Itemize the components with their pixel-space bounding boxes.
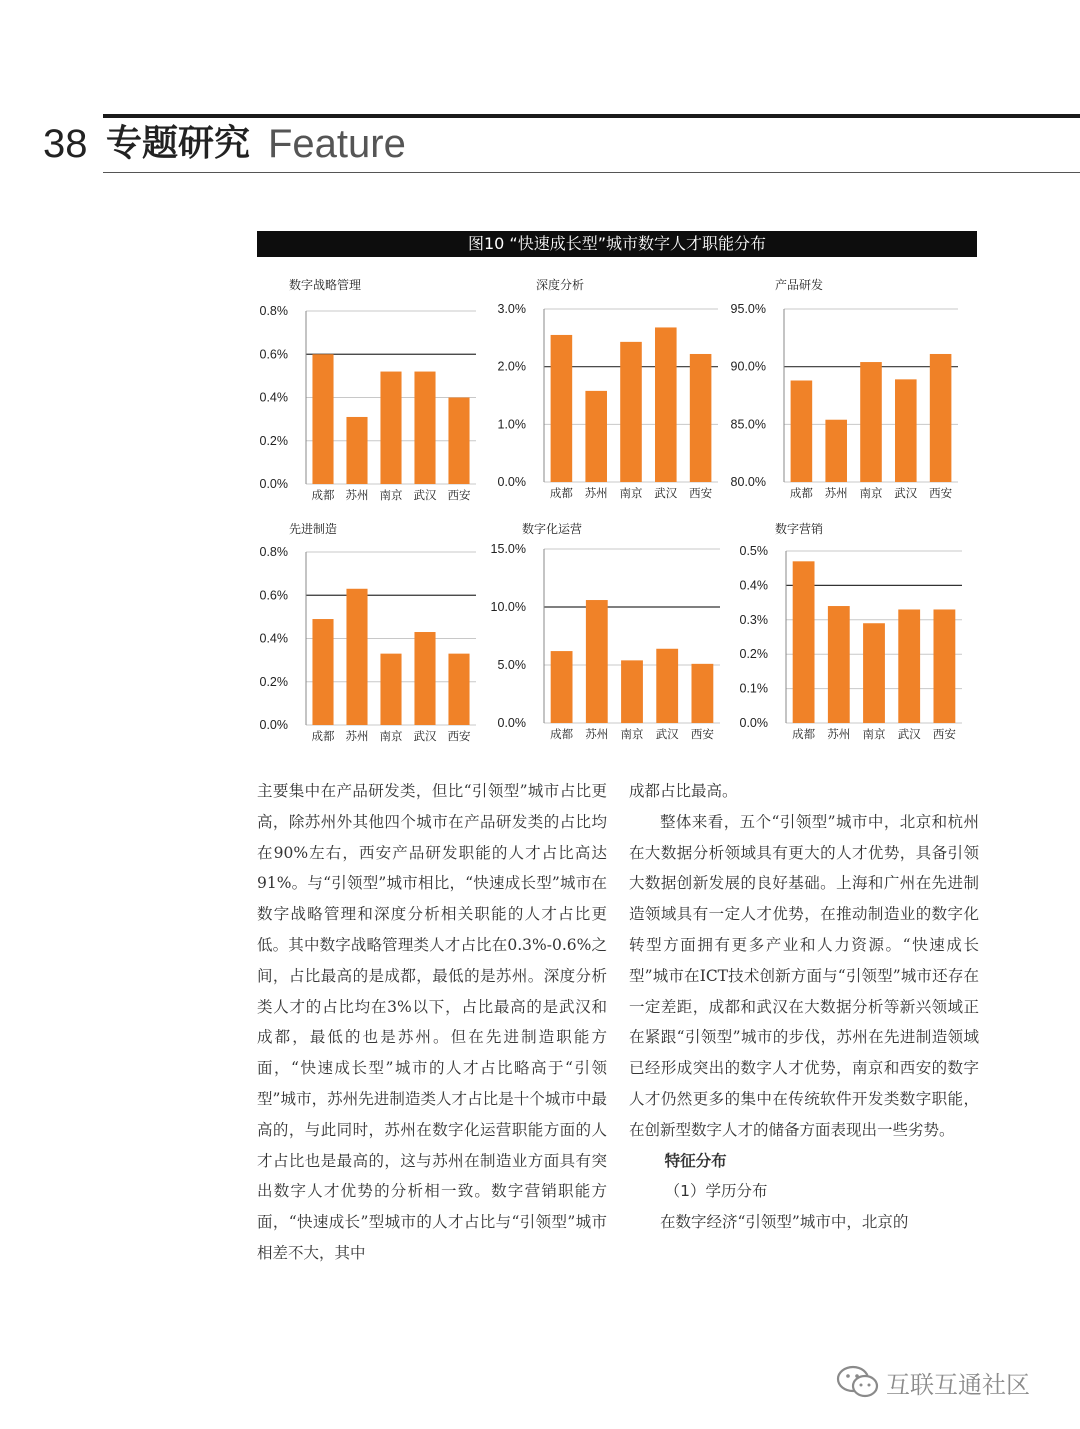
x-tick-label: 西安 <box>689 486 713 500</box>
x-tick-label: 武汉 <box>413 729 437 743</box>
right-paragraph-3: 在数字经济“引领型”城市中，北京的 <box>660 1213 909 1232</box>
section-title-en: Feature <box>268 122 406 166</box>
x-tick-label: 南京 <box>620 727 644 741</box>
bar <box>898 609 920 723</box>
chart-panel <box>740 521 963 741</box>
x-tick-label: 武汉 <box>655 727 679 741</box>
y-tick-label: 90.0% <box>730 359 766 374</box>
x-tick-label: 成都 <box>792 727 816 741</box>
y-tick-label: 0.5% <box>739 544 768 558</box>
y-tick-label: 0.0% <box>739 716 768 730</box>
x-tick-label: 成都 <box>549 486 573 500</box>
y-tick-label: 1.0% <box>497 417 526 432</box>
right-paragraph-2: 整体来看，五个“引领型”城市中，北京和杭州在大数据分析领域具有更大的人才优势，具备引领大数据创新发展的良好基础。上海和广州在先进制造领域具有一定人才优势，在推动制造业的数字化转型方面拥有更多产业和人力资源。“快速成长型”城市在ICT技术创新方面与“引领型”城市还存在一定差距，成都和武汉在大数据分析等新兴领域正在紧跟“引领型”城市的步伐，苏州在先进制造领域已经形成突出的数字人才优势，南京和西安的数字人才仍然更多的集中在传统软件开发类数字职能，在创新型数字人才的储备方面表现出一些劣势。 <box>629 812 979 1139</box>
y-tick-label: 10.0% <box>490 600 526 614</box>
x-tick-label: 苏州 <box>824 486 848 500</box>
bar <box>414 632 435 725</box>
y-tick-label: 0.0% <box>259 718 288 732</box>
bar <box>312 619 333 725</box>
bar <box>825 420 847 482</box>
x-tick-label: 武汉 <box>654 486 678 500</box>
x-tick-label: 南京 <box>859 486 883 500</box>
x-tick-label: 武汉 <box>894 486 918 500</box>
bar <box>312 354 333 484</box>
left-column <box>257 776 607 1269</box>
x-tick-label: 成都 <box>311 488 335 502</box>
bar <box>551 651 573 723</box>
chart-title: 先进制造 <box>289 522 338 536</box>
chart-title: 数字化运营 <box>522 522 583 536</box>
bar <box>414 372 435 484</box>
bar <box>346 589 367 725</box>
x-tick-label: 苏州 <box>345 729 369 743</box>
bar <box>933 609 955 723</box>
chart-title: 数字战略管理 <box>289 278 362 292</box>
y-tick-label: 0.0% <box>497 716 526 730</box>
chart-panel <box>260 277 477 502</box>
y-tick-label: 0.2% <box>259 433 288 448</box>
x-tick-label: 西安 <box>932 727 956 741</box>
watermark-text: 互联互通社区 <box>886 1370 1030 1399</box>
y-tick-label: 0.4% <box>739 578 768 593</box>
bar <box>860 362 882 482</box>
bar <box>346 417 367 484</box>
watermark <box>836 1362 1030 1402</box>
bar <box>380 372 401 484</box>
bar <box>551 335 573 482</box>
y-tick-label: 3.0% <box>497 302 526 316</box>
bar <box>863 623 885 723</box>
y-tick-label: 0.1% <box>739 681 768 696</box>
bar <box>620 342 642 482</box>
y-tick-label: 0.8% <box>259 304 288 318</box>
x-tick-label: 成都 <box>789 486 813 500</box>
bar <box>690 354 712 482</box>
y-tick-label: 0.3% <box>739 612 768 627</box>
bar <box>585 391 607 482</box>
bar <box>691 664 713 723</box>
chart-panel <box>498 277 719 500</box>
y-tick-label: 0.0% <box>259 477 288 491</box>
x-tick-label: 成都 <box>311 729 335 743</box>
y-tick-label: 0.6% <box>259 588 288 603</box>
x-tick-label: 西安 <box>690 727 714 741</box>
y-tick-label: 0.8% <box>259 545 288 559</box>
x-tick-label: 武汉 <box>897 727 921 741</box>
bar <box>895 379 917 482</box>
y-tick-label: 80.0% <box>730 475 766 489</box>
page-number: 38 <box>43 122 88 166</box>
x-tick-label: 西安 <box>447 488 471 502</box>
y-tick-label: 0.2% <box>259 674 288 689</box>
bar <box>448 398 469 485</box>
chart-title: 产品研发 <box>775 278 824 292</box>
x-tick-label: 南京 <box>379 729 403 743</box>
x-tick-label: 西安 <box>929 486 953 500</box>
bar <box>828 606 850 723</box>
y-tick-label: 15.0% <box>490 542 526 556</box>
x-tick-label: 苏州 <box>584 486 608 500</box>
bar <box>656 649 678 723</box>
bar <box>586 600 608 723</box>
y-tick-label: 0.2% <box>739 647 768 662</box>
chart-panel <box>491 521 720 741</box>
x-tick-label: 苏州 <box>827 727 851 741</box>
bar <box>655 327 677 482</box>
y-tick-label: 5.0% <box>497 658 526 672</box>
chart-title: 深度分析 <box>536 278 585 292</box>
bar <box>793 561 815 723</box>
bar <box>930 354 952 482</box>
subheading: 特征分布 <box>664 1151 727 1170</box>
wechat-icon <box>836 1364 880 1400</box>
x-tick-label: 南京 <box>379 488 403 502</box>
bar <box>791 381 813 482</box>
left-paragraph: 主要集中在产品研发类，但比“引领型”城市占比更高，除苏州外其他四个城市在产品研发类的占比均在90%左右，西安产品研发职能的人才占比高达91%。与“引领型”城市相比，“快速成长型”城市在数字战略管理和深度分析相关职能的人才占比更低。其中数字战略管理类人才占比在0.3%-0.6%之间，占比最高的是成都，最低的是苏州。深度分析类人才的占比均在3%以下，占比最高的是武汉和成都，最低的也是苏州。但在先进制造职能方面，“快速成长型”城市的人才占比略高于“引领型”城市，苏州先进制造类人才占比是十个城市中最高的，与此同时，苏州在数字化运营职能方面的人才占比也是最高的，这与苏州在制造业方面具有突出数字人才优势的分析相一致。数字营销职能方面，“快速成长”型城市的人才占比与“引领型”城市相差不大，其中 <box>257 782 607 1262</box>
x-tick-label: 苏州 <box>345 488 369 502</box>
right-paragraph-1: 成都占比最高。 <box>629 782 738 800</box>
y-tick-label: 0.6% <box>259 347 288 362</box>
chart-title: 数字营销 <box>775 522 824 536</box>
section-title: 专题研究 <box>106 123 251 164</box>
y-tick-label: 95.0% <box>730 302 766 316</box>
y-tick-label: 85.0% <box>730 417 766 432</box>
y-tick-label: 0.4% <box>259 631 288 646</box>
x-tick-label: 南京 <box>862 727 886 741</box>
x-tick-label: 南京 <box>619 486 643 500</box>
chart-panel <box>260 521 477 743</box>
x-tick-label: 武汉 <box>413 488 437 502</box>
x-tick-label: 西安 <box>447 729 471 743</box>
subsection-heading: （1）学历分布 <box>664 1182 768 1201</box>
bar <box>380 654 401 725</box>
figure-title: 图10 “快速成长型”城市数字人才职能分布 <box>257 231 977 257</box>
right-column <box>629 776 979 1238</box>
y-tick-label: 0.4% <box>259 390 288 405</box>
y-tick-label: 2.0% <box>497 359 526 374</box>
bar <box>621 660 643 723</box>
x-tick-label: 苏州 <box>585 727 609 741</box>
chart-panel <box>731 277 958 500</box>
y-tick-label: 0.0% <box>497 475 526 489</box>
bar <box>448 654 469 725</box>
x-tick-label: 成都 <box>550 727 574 741</box>
